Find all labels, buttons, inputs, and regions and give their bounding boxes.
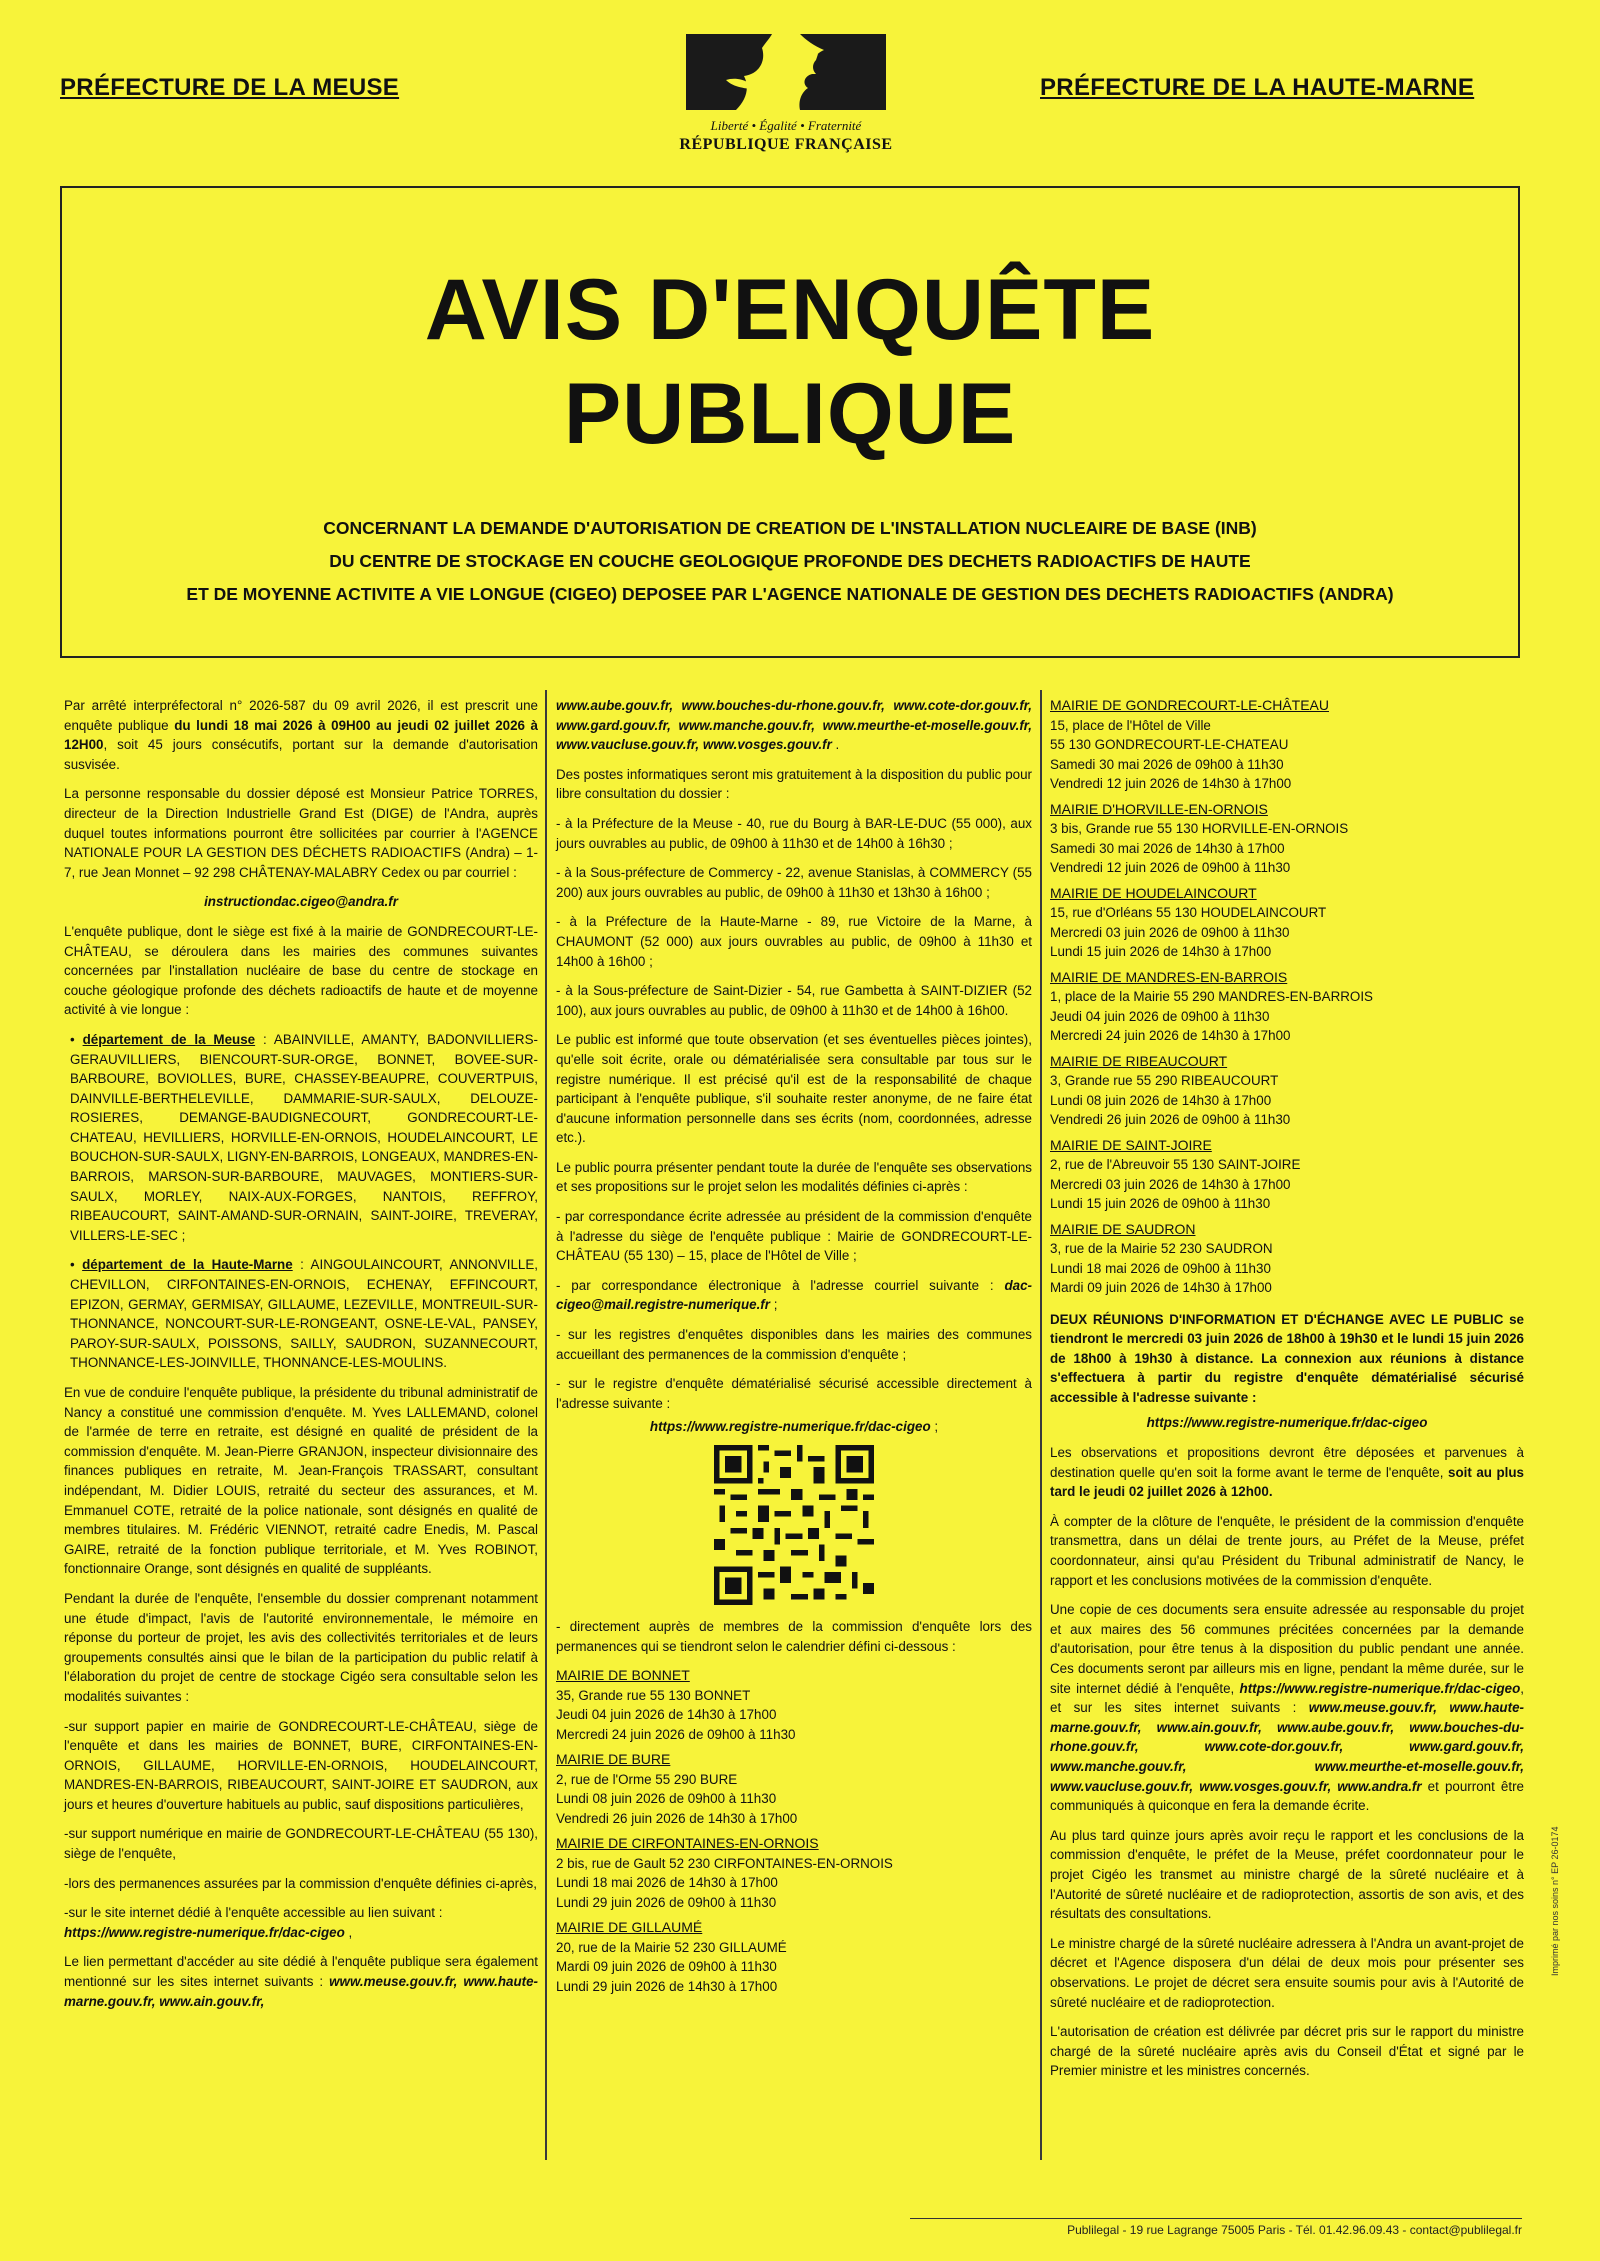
- consult-paper: -sur support papier en mairie de GONDRECOURT-LE-CHÂTEAU, siège de l'enquête et dans les mairies de BONNET, BURE, CIRFONTAINES-EN-ORNOIS, GILLAUME, HORVILLE-EN-ORNOIS, HOUDELAINCOURT, MANDRES-EN-BARROIS, RIBEAUCOURT, SAINT-JOIRE ET SAUDRON, aux jours et heures d'ouverture habituels au public, sauf dispositions particulières,: [64, 1718, 538, 1812]
- notice-subject: [62, 512, 1518, 611]
- column-2: [556, 696, 1032, 2002]
- commission-paragraph: En vue de conduire l'enquête publique, la présidente du tribunal administratif de Nancy a constitué une commission d'enquête. M. Yves LALLEMAND, colonel de l'armée de terre en retraite, est désigné en qualité de président de la commission d'enquête. M. Jean-Pierre GRANJON, inspecteur divisionnaire des finances publiques en retraite, M. Jean-François TRASSART, consultant indépendant, M. Didier LOUIS, retraité du secteur des assurances, et M. Emmanuel COTE, retraité de la police nationale, sont désignés en qualité de membres titulaires. M. Frédéric VIENNOT, retraité cadre Enedis, M. Pascal GAIRE, retraité de la fonction publique territoriale, et M. Yves ROBINOT, fonctionnaire Orange, sont désignés en qualité de suppléants.: [64, 1385, 538, 1577]
- column-divider-1: [545, 690, 547, 2160]
- registry-link-2[interactable]: https://www.registre-numerique.fr/dac-cigeo: [649, 1419, 931, 1435]
- obs-letter: - par correspondance écrite adressée au président de la commission d'enquête à l'adresse du siège de l'enquête publique : Mairie de GONDRECOURT-LE-CHÂTEAU (55 130) – 15, place de l'Hôtel de Ville ;: [556, 1209, 1032, 1264]
- mairie-saint-joire: MAIRIE DE SAINT-JOIRE 2, rue de l'Abreuvoir 55 130 SAINT-JOIRE Mercredi 03 juin 2026 de 14h30 à 17h00 Lundi 15 juin 2026 de 09h00 à 11h30: [1050, 1136, 1301, 1211]
- online-register-url: https://www.registre-numerique.fr/dac-cigeo ;: [649, 1419, 939, 1435]
- observations-paragraph: Le public pourra présenter pendant toute la durée de l'enquête ses observations et ses propositions sur le projet selon les modalités définies ci-après :: [556, 1159, 1032, 1195]
- obs-online-register: - sur le registre d'enquête dématérialisé sécurisé accessible directement à l'adresse suivante :: [556, 1376, 1032, 1411]
- subject-line-3: ET DE MOYENNE ACTIVITE A VIE LONGUE (CIGEO) DEPOSEE PAR L'AGENCE NATIONALE DE GESTION DES DECHETS RADIOACTIFS (ANDRA): [186, 584, 1394, 604]
- prefecture-haute-marne-header: PRÉFECTURE DE LA HAUTE-MARNE: [1040, 74, 1475, 101]
- mairie-gondrecourt: MAIRIE DE GONDRECOURT-LE-CHÂTEAU 15, place de l'Hôtel de Ville 55 130 GONDRECOURT-LE-CHATEAU Samedi 30 mai 2026 de 09h00 à 11h30 Vendredi 12 juin 2026 de 14h30 à 17h00: [1050, 697, 1329, 791]
- republic-motto: Liberté • Égalité • Fraternité: [710, 118, 862, 133]
- mairie-mandres: MAIRIE DE MANDRES-EN-BARROIS 1, place de la Mairie 55 290 MANDRES-EN-BARROIS Jeudi 04 juin 2026 de 09h00 à 11h30 Mercredi 24 juin 2026 de 14h30 à 17h00: [1050, 968, 1373, 1043]
- obs-email: - par correspondance électronique à l'adresse courriel suivante : dac-cigeo@mail.registre-numerique.fr ;: [556, 1277, 1032, 1313]
- mairie-horville: MAIRIE D'HORVILLE-EN-ORNOIS 3 bis, Grande rue 55 130 HORVILLE-EN-ORNOIS Samedi 30 mai 2026 de 14h30 à 17h00 Vendredi 12 juin 2026 de 09h00 à 11h30: [1050, 800, 1349, 875]
- closing-paragraph: À compter de la clôture de l'enquête, le président de la commission d'enquête transmettra, dans un délai de trente jours, au Préfet de la Meuse, préfet coordonnateur, ainsi qu'au Président du Tribunal administratif de Nancy, le rapport et les conclusions motivées de la commission d'enquête.: [1050, 1513, 1524, 1588]
- mairie-houdelaincourt: MAIRIE DE HOUDELAINCOURT 15, rue d'Orléans 55 130 HOUDELAINCOURT Mercredi 03 juin 2026 de 09h00 à 11h30 Lundi 15 juin 2026 de 14h30 à 17h00: [1050, 884, 1327, 959]
- authorization-paragraph: L'autorisation de création est délivrée par décret pris sur le rapport du ministre chargé de la sûreté nucléaire après avis du Conseil d'État et signé par le Premier ministre et les ministres concernés.: [1050, 2024, 1524, 2079]
- responsible-paragraph: La personne responsable du dossier déposé est Monsieur Patrice TORRES, directeur de la Direction Industrielle Grand Est (DIGE) de l'Andra, auprès duquel toutes informations pourront être sollicitées par courrier à l'AGENCE NATIONALE POUR LA GESTION DES DÉCHETS RADIOACTIFS (Andra) – 1-7, rue Jean Monnet – 92 298 CHÂTENAY-MALABRY Cedex ou par courriel :: [64, 786, 538, 880]
- notice-title: [62, 258, 1518, 466]
- marianne-icon: [686, 30, 886, 114]
- notice-title-line1: AVIS D'ENQUÊTE: [424, 262, 1156, 358]
- decree-paragraph: Par arrêté interpréfectoral n° 2026-587 du 09 avril 2026, il est prescrit une enquête publique du lundi 18 mai 2026 à 09H00 au jeudi 02 juillet 2026 à 12H00, soit 45 jours consécutifs, portant sur la demande d'autorisation susvisée.: [64, 698, 538, 772]
- obs-commission-members: - directement auprès de membres de la commission d'enquête lors des permanences qui se tiendront selon le calendrier défini ci-dessous :: [556, 1619, 1032, 1654]
- consult-permanences: -lors des permanences assurées par la commission d'enquête définies ci-après,: [64, 1875, 537, 1891]
- subject-line-1: CONCERNANT LA DEMANDE D'AUTORISATION DE CREATION DE L'INSTALLATION NUCLEAIRE DE BASE (INB): [323, 518, 1257, 538]
- mairie-bonnet: MAIRIE DE BONNET 35, Grande rue 55 130 BONNET Jeudi 04 juin 2026 de 14h30 à 17h00 Mercredi 24 juin 2026 de 09h00 à 11h30: [556, 1667, 796, 1742]
- computers-paragraph: Des postes informatiques seront mis gratuitement à la disposition du public pour libre consultation du dossier :: [556, 766, 1032, 802]
- copy-paragraph: Une copie de ces documents sera ensuite adressée au responsable du projet et aux maires des 56 communes précitées concernées par la demande d'autorisation, pour être tenus à la disposition du public pendant une année. Ces documents seront par ailleurs mis en ligne, pendant la même durée, sur le site internet dédié à l'enquête, https://www.registre-numerique.fr/dac-cigeo, et sur les sites internet suivants : www.meuse.gouv.fr, www.haute-marne.gouv.fr, www.ain.gouv.fr, www.aube.gouv.fr, www.bouches-du-rhone.gouv.fr, www.cote-dor.gouv.fr, www.gard.gouv.fr, www.manche.gouv.fr, www.meurthe-et-moselle.gouv.fr, www.vaucluse.gouv.fr, www.vosges.gouv.fr, www.andra.fr et pourront être communiqués à quiconque en fera la demande écrite.: [1050, 1602, 1524, 1814]
- instruction-email-link[interactable]: instructiondac.cigeo@andra.fr: [204, 894, 398, 910]
- registry-link-4[interactable]: https://www.registre-numerique.fr/dac-cigeo: [1239, 1680, 1521, 1696]
- notice-title-line2: PUBLIQUE: [563, 366, 1017, 462]
- column-1: [64, 696, 538, 2021]
- prefecture-meuse-header: PRÉFECTURE DE LA MEUSE: [60, 74, 400, 101]
- consult-digital: -sur support numérique en mairie de GONDRECOURT-LE-CHÂTEAU (55 130), siège de l'enquête,: [64, 1826, 538, 1862]
- registry-link[interactable]: https://www.registre-numerique.fr/dac-cigeo: [64, 1924, 345, 1940]
- registry-link-3[interactable]: https://www.registre-numerique.fr/dac-cigeo: [1146, 1415, 1428, 1431]
- prefecture-sites-continued: www.aube.gouv.fr, www.bouches-du-rhone.gouv.fr, www.cote-dor.gouv.fr, www.gard.gouv.fr, www.manche.gouv.fr, www.meurthe-et-moselle.gouv.fr, www.vaucluse.gouv.fr, www.vosges.gouv.fr .: [556, 698, 1032, 753]
- mairie-cirfontaines: MAIRIE DE CIRFONTAINES-EN-ORNOIS 2 bis, rue de Gault 52 230 CIRFONTAINES-EN-ORNOIS Lundi 18 mai 2026 de 14h30 à 17h00 Lundi 29 juin 2026 de 09h00 à 11h30: [556, 1835, 893, 1910]
- decree-draft-paragraph: Le ministre chargé de la sûreté nucléaire adressera à l'Andra un avant-projet de décret et l'Agence disposera d'un délai de deux mois pour présenter ses observations. Le projet de décret sera ensuite soumis pour avis à l'Autorité de sûreté nucléaire et de radioprotection.: [1050, 1935, 1524, 2010]
- column-3: [1050, 696, 1524, 2091]
- mairie-saudron: MAIRIE DE SAUDRON 3, rue de la Mairie 52 230 SAUDRON Lundi 18 mai 2026 de 09h00 à 11h30 Mardi 09 juin 2026 de 14h30 à 17h00: [1050, 1220, 1273, 1295]
- public-info-paragraph: Le public est informé que toute observation (et ses éventuelles pièces jointes), qu'elle soit écrite, orale ou dématérialisée sera consultable par tous sur le registre numérique. Il est précisé qu'il est de la responsabilité de chaque participant à l'enquête publique, s'il souhaite rester anonyme, de ne faire état d'aucune information personnelle dans ses écrits (nom, coordonnées, adresse etc.).: [556, 1032, 1032, 1146]
- title-box: [60, 186, 1520, 658]
- enquiry-seat-paragraph: L'enquête publique, dont le siège est fixé à la mairie de GONDRECOURT-LE-CHÂTEAU, se déroulera dans les mairies des communes suivantes concernées par l'installation nucléaire de base du centre de stockage en couche géologique profonde des déchets radioactifs de haute et de moyenne activité à vie longue :: [64, 923, 538, 1018]
- meetings-paragraph: DEUX RÉUNIONS D'INFORMATION ET D'ÉCHANGE AVEC LE PUBLIC se tiendront le mercredi 03 juin 2026 de 18h00 à 19h30 et le lundi 15 juin 2026 de 18h00 à 19h30 à distance. La connexion aux réunions à distance s'effectuera à partir du registre d'enquête dématérialisé sécurisé accessible à l'adresse suivante :: [1050, 1311, 1524, 1405]
- computer-meuse: - à la Préfecture de la Meuse - 40, rue du Bourg à BAR-LE-DUC (55 000), aux jours ouvrables au public, de 09h00 à 11h30 et de 14h00 à 16h30 ;: [556, 815, 1032, 851]
- mairie-bure: MAIRIE DE BURE 2, rue de l'Orme 55 290 BURE Lundi 08 juin 2026 de 09h00 à 11h30 Vendredi 26 juin 2026 de 14h30 à 17h00: [556, 1751, 798, 1826]
- transmission-paragraph: Au plus tard quinze jours après avoir reçu le rapport et les conclusions de la commission d'enquête, le préfet de la Meuse, préfet coordonnateur pour le projet Cigéo les transmet au ministre chargé de la sûreté nucléaire et à l'Autorité de sûreté nucléaire et de radioprotection, assortis de son avis, et des résultats des consultations.: [1050, 1827, 1524, 1922]
- permanences-col3: [1050, 696, 1524, 1298]
- republique-francaise-logo: [676, 30, 896, 165]
- obs-registers: - sur les registres d'enquêtes disponibles dans les mairies des communes accueillant des permanences de la commission d'enquête ;: [556, 1327, 1032, 1362]
- qr-code-icon[interactable]: [714, 1445, 874, 1605]
- meuse-communes: • département de la Meuse : ABAINVILLE, AMANTY, BADONVILLIERS-GERAUVILLIERS, BIENCOURT-SUR-ORGE, BONNET, BOVEE-SUR-BARBOURE, BOVIOLLES, BURE, CHASSEY-BEAUPRE, COUVERTPUIS, DAINVILLE-BERTHELEVILLE, DAMMARIE-SUR-SAULX, DELOUZE-ROSIERES, DEMANGE-BAUDIGNECOURT, GONDRECOURT-LE-CHATEAU, HEVILLIERS, HORVILLE-EN-ORNOIS, HOUDELAINCOURT, LE BOUCHON-SUR-SAULX, LIGNY-EN-BARROIS, LONGEAUX, MANDRES-EN-BARROIS, MARSON-SUR-BARBOURE, MAUVAGES, MONTIERS-SUR-SAULX, MORLEY, NAIX-AUX-FORGES, NANTOIS, REFFROY, RIBEAUCOURT, SAINT-AMAND-SUR-ORNAIN, SAINT-JOIRE, TREVERAY, VILLERS-LE-SEC ;: [70, 1031, 538, 1243]
- prefecture-sites-paragraph: Le lien permettant d'accéder au site dédié à l'enquête publique sera également mentionné sur les sites internet suivants : www.meuse.gouv.fr, www.haute-marne.gouv.fr, www.ain.gouv.fr,: [64, 1954, 538, 2009]
- meetings-url: [1050, 1413, 1524, 1433]
- haute-marne-communes: • département de la Haute-Marne : AINGOULAINCOURT, ANNONVILLE, CHEVILLON, CIRFONTAINES-EN-ORNOIS, ECHENAY, EFFINCOURT, EPIZON, GERMAY, GERMISAY, GILLAUME, LEZEVILLE, MONTREUIL-SUR-THONNANCE, NONCOURT-SUR-LE-RONGEANT, OSNE-LE-VAL, PANSEY, PAROY-SUR-SAULX, POISSONS, SAILLY, SAUDRON, SUZANNECOURT, THONNANCE-LES-JOINVILLE, THONNANCE-LES-MOULINS.: [70, 1257, 538, 1371]
- republic-name: RÉPUBLIQUE FRANÇAISE: [679, 136, 893, 153]
- consult-website: -sur le site internet dédié à l'enquête accessible au lien suivant : https://www.registre-numerique.fr/dac-cigeo ,: [64, 1905, 443, 1940]
- dossier-paragraph: Pendant la durée de l'enquête, l'ensemble du dossier comprenant notamment une étude d'impact, l'avis de l'autorité environnementale, le mémoire en réponse du porteur de projet, les avis des collectivités territoriales et de leurs groupements consultés ainsi que le bilan de la participation du public relatif à l'élaboration du projet de centre de stockage Cigéo sera consultable selon les modalités suivantes :: [64, 1590, 538, 1704]
- computer-saint-dizier: - à la Sous-préfecture de Saint-Dizier - 54, rue Gambetta à SAINT-DIZIER (52 100), aux jours ouvrables au public, de 09h00 à 11h30 et de 14h00 à 16h00.: [556, 983, 1032, 1018]
- computer-haute-marne: - à la Préfecture de la Haute-Marne - 89, rue Victoire de la Marne, à CHAUMONT (52 000) aux jours ouvrables au public, de 09h00 à 11h30 et 14h00 à 16h00 ;: [556, 914, 1032, 969]
- mairie-gillaume: MAIRIE DE GILLAUMÉ 20, rue de la Mairie 52 230 GILLAUMÉ Mardi 09 juin 2026 de 09h00 à 11h30 Lundi 29 juin 2026 de 14h30 à 17h00: [556, 1919, 787, 1994]
- permanences-col2: [556, 1666, 1032, 1996]
- column-divider-2: [1040, 690, 1042, 2160]
- deadline-paragraph: Les observations et propositions devront être déposées et parvenues à destination quelle qu'en soit la forme avant le terme de l'enquête, soit au plus tard le jeudi 02 juillet 2026 à 12h00.: [1050, 1445, 1524, 1500]
- publisher-footer: Publilegal - 19 rue Lagrange 75005 Paris - Tél. 01.42.96.09.43 - contact@publilegal.fr: [910, 2218, 1522, 2237]
- subject-line-2: DU CENTRE DE STOCKAGE EN COUCHE GEOLOGIQUE PROFONDE DES DECHETS RADIOACTIFS DE HAUTE: [329, 551, 1251, 571]
- cigeo-email-link[interactable]: dac-cigeo@mail.registre-numerique.fr: [556, 1277, 1032, 1313]
- mairie-ribeaucourt: MAIRIE DE RIBEAUCOURT 3, Grande rue 55 290 RIBEAUCOURT Lundi 08 juin 2026 de 14h30 à 17h00 Vendredi 26 juin 2026 de 09h00 à 11h30: [1050, 1052, 1291, 1127]
- computer-commercy: - à la Sous-préfecture de Commercy - 22, avenue Stanislas, à COMMERCY (55 200) aux jours ouvrables au public, de 09h00 à 11h30 et 13h30 à 16h00 ;: [556, 865, 1032, 900]
- print-reference: Imprimé par nos soins n° EP 26-0174: [1550, 1826, 1560, 1976]
